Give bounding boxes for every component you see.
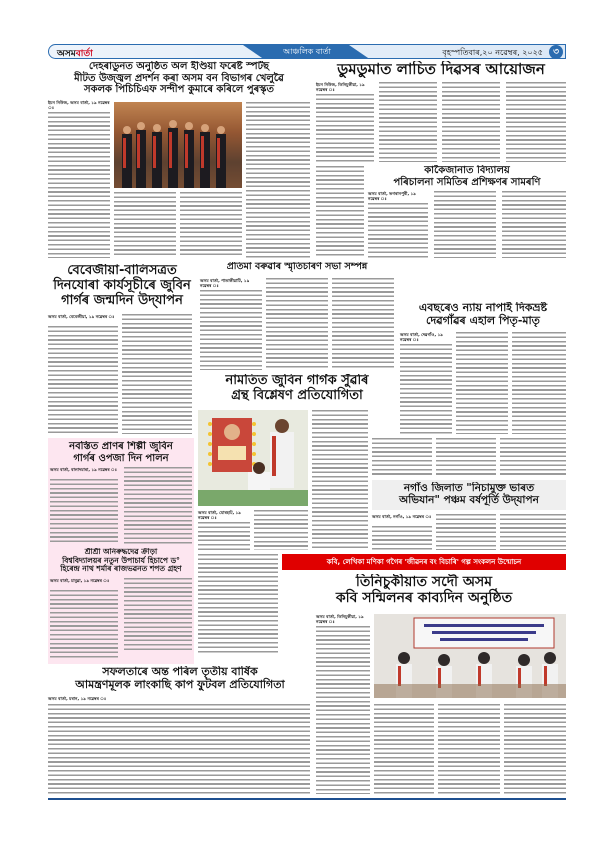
headline-line: গাৰ্গৰ জন্মদিন উদ্‌যাপন	[61, 292, 183, 308]
body-text	[200, 290, 262, 370]
headline-line: মীটত উজ্জ্বল প্ৰদৰ্শন কৰা অসম বন বিভাগৰ খেলুৱৈ	[74, 72, 284, 84]
body-text	[316, 166, 364, 258]
headline-forest-sports	[48, 61, 310, 96]
dateline: ইচন নিউজ, তিনিচুকীয়া, ১৯ নৱেম্বৰ ঃ	[316, 82, 374, 92]
body-text	[456, 332, 508, 434]
body-text	[368, 203, 428, 258]
body-text	[316, 94, 374, 162]
headline-kakojan	[368, 165, 566, 188]
headline-nagaon	[372, 482, 566, 506]
headline-line: নবস্তিত প্ৰাণৰ শিল্পী জুবিন	[69, 441, 173, 452]
headline-line: পৰিচালনা সমিতিৰ প্ৰশিক্ষণৰ সামৰণি	[393, 176, 541, 188]
headline-line: সফলতাৰে অন্ত পৰিল তৃতীয় বাৰ্ষিক	[102, 666, 258, 678]
headline-line: শ্ৰীশ্ৰী অনিৰুদ্ধদেৱ ক্ৰীড়া	[84, 548, 158, 556]
body-text	[500, 438, 566, 476]
headline-anirudha	[48, 548, 194, 574]
body-text	[254, 510, 308, 550]
body-text	[50, 590, 118, 660]
headline-line: দিনযোৰা কাৰ্যসূচীৰে জুবিন	[53, 277, 191, 293]
body-text	[400, 344, 452, 434]
body-text	[374, 704, 434, 794]
dateline: অসম বাৰ্তা, তিনিচুকীয়া, ১৯ নৱেম্বৰ ঃ	[316, 614, 370, 624]
headline-football	[48, 666, 312, 691]
body-text	[48, 326, 118, 434]
logo-suffix: বাৰ্তা	[75, 49, 93, 59]
tribute-photo	[198, 410, 308, 506]
body-text	[506, 82, 566, 162]
body-text	[312, 410, 368, 550]
headline-line: অভিযান" পঞ্চম বৰ্ষপূৰ্তি উদ্‌যাপন	[399, 494, 539, 507]
body-text	[180, 192, 242, 258]
body-text	[122, 314, 192, 434]
body-text	[114, 192, 176, 258]
issue-date: বৃহস্পতিবাৰ,২০ নৱেম্বৰ, ২০২৫	[442, 48, 543, 57]
headline-line: হিৰেন্দ্ৰ নাথ শৰ্মাৰ ৰাজভৱনত শপত গ্ৰহণ	[60, 564, 182, 574]
dateline: অসম বাৰ্তা, চাবুৱা, ১৯ নৱেম্বৰ ঃ	[50, 578, 118, 583]
body-text	[436, 514, 496, 550]
body-text	[332, 278, 394, 370]
headline-line: বেবেজীয়া-বালিসত্ৰত	[67, 264, 177, 278]
body-text	[372, 438, 432, 476]
meeting-photo-scene	[374, 614, 566, 698]
headline-line: আমন্ত্ৰণমূলক লাংকাছি কাপ ফুটবল প্ৰতিযোগিতা	[75, 677, 285, 691]
meeting-photo	[374, 614, 566, 698]
headline-pratima: প্ৰতিমা বৰুৱাৰ স্মৃতিচাৰণ সভা সম্পন্ন	[226, 262, 368, 272]
body-text	[372, 526, 432, 550]
headline-line: গাৰ্গৰ ওপজা দিন পালন	[73, 452, 169, 464]
page-header	[48, 44, 566, 59]
red-banner: কবি, লেখিকা মণিকা গগৈৰ 'জীৱনৰ বং বিচাৰি' গল্প সংকলন উন্মোচন	[282, 554, 566, 570]
headline-line: তিনিচুকীয়াত সদৌ অসম	[355, 574, 493, 590]
dateline: অসম বাৰ্তা, বেবেজীয়া, ১৯ নৱেম্বৰ ঃ	[48, 314, 118, 319]
dateline: অসম বাৰ্তা, ভগৰানপুৰী, ১৯ নৱেম্বৰ ঃ	[368, 191, 428, 201]
headline-bebejia	[48, 264, 196, 309]
body-text	[266, 278, 328, 370]
group-photo-figures	[114, 102, 242, 188]
headline-line: গ্ৰন্থ বিশ্লেষণ প্ৰতিযোগিতা	[231, 387, 363, 403]
headline-nabasthita	[48, 441, 194, 464]
headline-line: বিশ্ববিদ্যালয়ৰ নতুন উপাচাৰ্য হিচাপে ড°	[62, 555, 180, 565]
dateline: অসম বাৰ্তা, দেৱগাঁও, ১৯ নৱেম্বৰ ঃ	[400, 332, 452, 342]
bottom-rule	[48, 798, 566, 800]
dateline: অসম বাৰ্তা, বালাদমাৰা, ১৯ নৱেম্বৰ ঃ	[50, 467, 118, 472]
newspaper-page	[48, 44, 566, 844]
dateline: ইচন নিউজ, অসম বাৰ্তা, ১৯ নৱেম্বৰ ঃ	[48, 100, 110, 110]
body-text	[504, 704, 566, 794]
headline-line: কাকৈজানাত বিদ্যালয়	[424, 165, 510, 176]
section-title: আঞ্চলিক বাৰ্তা	[265, 45, 349, 59]
headline-line: নগাঁও জিলাত "নিচামুক্ত ভাৰত	[403, 482, 535, 494]
masthead-logo	[57, 46, 93, 59]
headline-namatit	[198, 374, 396, 404]
headline-dumduma: ডুমডুমাত লাচিত দিৱসৰ আয়োজন	[337, 61, 545, 78]
body-text	[50, 479, 118, 545]
body-text	[246, 102, 310, 258]
body-text	[438, 704, 500, 794]
headline-line: দেৱগাঁৱৰ এহাল পিতৃ-মাতৃ	[426, 313, 540, 327]
dateline: অসম বাৰ্তা, নগাঁও, ১৯ নৱেম্বৰ ঃ	[372, 514, 432, 519]
body-text	[198, 554, 278, 654]
body-text	[502, 191, 566, 258]
body-text	[512, 332, 566, 434]
headline-line: সকলক পিচিচিএফ সন্দীপ কুমাৰে কৰিলে পুৰস্কৃত	[84, 84, 274, 95]
body-text	[442, 82, 500, 162]
headline-line: এবছৰেও ন্যায় নাপাই দিকভ্ৰষ্ট	[418, 302, 548, 314]
dateline: অসম বাৰ্তা, মৰান, ১৯ নৱেম্বৰ ঃ	[48, 696, 168, 701]
body-text	[500, 514, 566, 550]
body-text	[198, 522, 250, 550]
body-text	[124, 467, 192, 545]
body-text	[316, 626, 370, 794]
logo-prefix: অসম	[57, 49, 76, 59]
body-text	[379, 82, 437, 162]
dateline: অসম বাৰ্তা, পাতাকীয়াটি, ১৯ নৱেম্বৰ ঃ	[200, 278, 262, 288]
group-photo	[114, 102, 242, 188]
dateline: অসম বাৰ্তা, যোৰহাট, ১৯ নৱেম্বৰ ঃ	[198, 510, 250, 520]
body-text	[124, 578, 192, 650]
headline-tinsukia	[282, 574, 566, 606]
tribute-photo-scene	[198, 410, 308, 506]
headline-line: নামতিত জুবিন গাৰ্গক সুঁৱৰি	[225, 374, 369, 388]
body-text	[48, 112, 110, 258]
body-text	[434, 191, 496, 258]
headline-line: কবি সন্মিলনৰ কাব্যদিন অনুষ্ঠিত	[335, 590, 513, 607]
body-text	[436, 438, 496, 476]
headline-ebarao	[400, 302, 566, 327]
page-number-badge: ৩	[549, 45, 563, 59]
body-text	[48, 704, 310, 794]
headline-line: দেহৰাডুনত অনুষ্ঠিত অল ইণ্ডিয়া ফৰেষ্ট স্পৰ্টছ	[88, 61, 270, 72]
